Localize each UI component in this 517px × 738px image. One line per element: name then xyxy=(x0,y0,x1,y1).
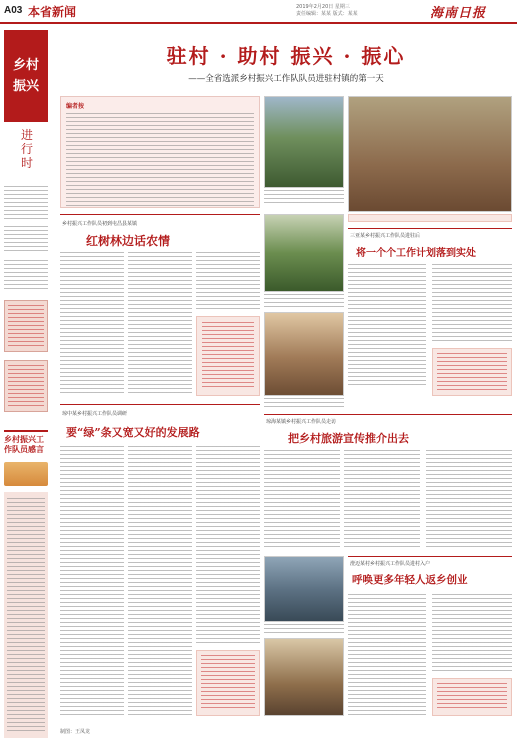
rail-date-box xyxy=(4,300,48,352)
rail-illustration xyxy=(4,462,48,486)
page-subtitle: ——全省选派乡村振兴工作队队员进驻村镇的第一天 xyxy=(188,74,384,84)
photo-village-road xyxy=(264,214,344,292)
article-kicker: 琼海某镇乡村振兴工作队员走访 xyxy=(266,419,337,425)
article-title: 红树林边话农情 xyxy=(86,234,171,248)
article-kicker: 三亚某乡村振兴工作队员进驻后 xyxy=(350,233,421,239)
rail-date-box xyxy=(4,360,48,412)
article-title: 把乡村旅游宣传推介出去 xyxy=(288,432,409,445)
article-kicker: 琼中某乡村振兴工作队员调研 xyxy=(62,411,128,417)
article-title: 要“绿”条又宽又好的发展路 xyxy=(66,426,200,439)
newspaper-logo: 海南日报 xyxy=(430,6,487,21)
rail-teaser xyxy=(4,226,48,254)
photo-field-team xyxy=(264,96,344,188)
rail-quotes xyxy=(4,492,48,738)
article-title: 呼唤更多年轻人返乡创业 xyxy=(352,574,468,586)
rail-teaser xyxy=(4,260,48,290)
editor-note: 编者按 xyxy=(60,96,260,208)
left-rail xyxy=(0,30,52,734)
rail-badge: 乡村 振兴 xyxy=(4,30,48,122)
photo-inspection xyxy=(264,556,344,622)
photo-meeting xyxy=(348,96,512,212)
page-title: 驻村 · 助村 振兴 · 振心 xyxy=(166,44,406,68)
article-kicker: 乡村振兴工作队员初到屯昌县某镇 xyxy=(62,221,138,227)
page-number: A03 xyxy=(4,5,23,16)
article-title: 将一个个工作计划落到实处 xyxy=(356,248,476,259)
page-header xyxy=(0,0,517,24)
section-name: 本省新闻 xyxy=(28,5,77,19)
rail-section-tag: 乡村振兴工作队员感言 xyxy=(4,430,48,455)
issue-meta: 2019年2月20日 星期三 责任编辑：某某 版式：某某 xyxy=(296,4,358,17)
article-kicker: 澄迈某村乡村振兴工作队员进村入户 xyxy=(350,561,431,567)
credit-line: 制图：王凤龙 xyxy=(60,729,91,735)
photo-pigs xyxy=(264,638,344,716)
rail-subtitle: 进行时 xyxy=(20,128,33,170)
rail-teaser xyxy=(4,186,48,220)
photo-farmers xyxy=(264,312,344,396)
